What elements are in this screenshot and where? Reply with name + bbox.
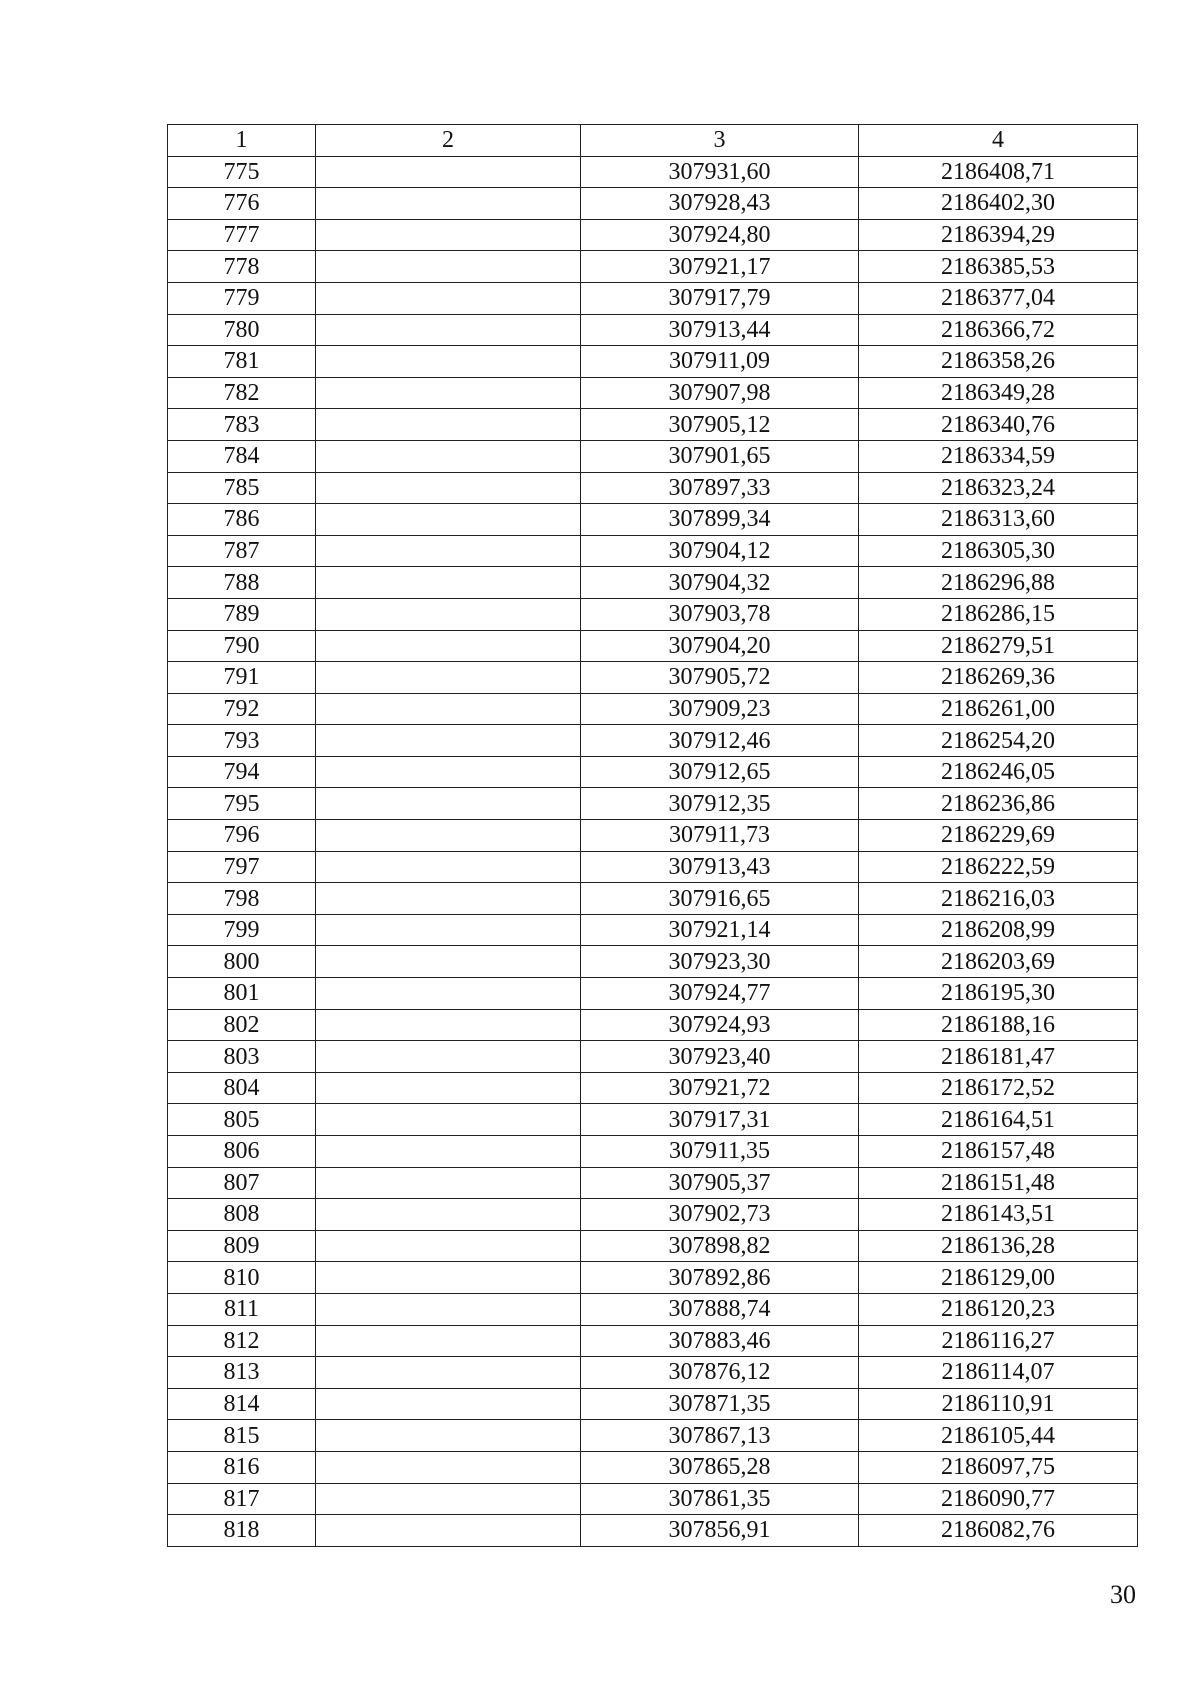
x-coordinate-cell: 307861,35 [581,1483,859,1515]
point-number-cell: 794 [168,756,316,788]
table-row [168,946,1138,978]
x-coordinate-cell: 307888,74 [581,1293,859,1325]
point-number-cell: 814 [168,1388,316,1420]
x-coordinate-cell: 307856,91 [581,1515,859,1547]
table-row [168,788,1138,820]
point-number-cell: 776 [168,188,316,220]
x-coordinate-cell: 307913,44 [581,314,859,346]
y-coordinate-cell: 2186269,36 [859,662,1138,694]
point-number-cell: 785 [168,472,316,504]
table-row [168,504,1138,536]
x-coordinate-cell: 307911,35 [581,1136,859,1168]
empty-cell [316,282,581,314]
x-coordinate-cell: 307897,33 [581,472,859,504]
x-coordinate-cell: 307899,34 [581,504,859,536]
point-number-cell: 775 [168,156,316,188]
table-header [168,125,1138,157]
x-coordinate-cell: 307912,65 [581,756,859,788]
x-coordinate-cell: 307931,60 [581,156,859,188]
point-number-cell: 798 [168,883,316,915]
x-coordinate-cell: 307871,35 [581,1388,859,1420]
x-coordinate-cell: 307917,79 [581,282,859,314]
y-coordinate-cell: 2186394,29 [859,219,1138,251]
empty-cell [316,535,581,567]
empty-cell [316,377,581,409]
point-number-cell: 788 [168,567,316,599]
empty-cell [316,251,581,283]
point-number-cell: 810 [168,1262,316,1294]
table-row [168,1483,1138,1515]
table-row [168,883,1138,915]
point-number-cell: 801 [168,978,316,1010]
x-coordinate-cell: 307924,80 [581,219,859,251]
header-cell-3: 3 [581,125,859,157]
table-row [168,314,1138,346]
empty-cell [316,472,581,504]
table-row [168,1041,1138,1073]
y-coordinate-cell: 2186261,00 [859,693,1138,725]
empty-cell [316,630,581,662]
x-coordinate-cell: 307921,72 [581,1072,859,1104]
y-coordinate-cell: 2186195,30 [859,978,1138,1010]
y-coordinate-cell: 2186349,28 [859,377,1138,409]
empty-cell [316,1357,581,1389]
table-row [168,1230,1138,1262]
x-coordinate-cell: 307912,35 [581,788,859,820]
y-coordinate-cell: 2186222,59 [859,851,1138,883]
empty-cell [316,156,581,188]
empty-cell [316,567,581,599]
y-coordinate-cell: 2186157,48 [859,1136,1138,1168]
empty-cell [316,1388,581,1420]
y-coordinate-cell: 2186129,00 [859,1262,1138,1294]
empty-cell [316,440,581,472]
y-coordinate-cell: 2186090,77 [859,1483,1138,1515]
y-coordinate-cell: 2186313,60 [859,504,1138,536]
x-coordinate-cell: 307867,13 [581,1420,859,1452]
y-coordinate-cell: 2186236,86 [859,788,1138,820]
x-coordinate-cell: 307902,73 [581,1199,859,1231]
table-row [168,188,1138,220]
point-number-cell: 782 [168,377,316,409]
empty-cell [316,504,581,536]
empty-cell [316,914,581,946]
header-cell-4: 4 [859,125,1138,157]
x-coordinate-cell: 307909,23 [581,693,859,725]
y-coordinate-cell: 2186340,76 [859,409,1138,441]
table-row [168,978,1138,1010]
x-coordinate-cell: 307912,46 [581,725,859,757]
y-coordinate-cell: 2186120,23 [859,1293,1138,1325]
y-coordinate-cell: 2186254,20 [859,725,1138,757]
x-coordinate-cell: 307904,32 [581,567,859,599]
y-coordinate-cell: 2186296,88 [859,567,1138,599]
point-number-cell: 778 [168,251,316,283]
x-coordinate-cell: 307921,14 [581,914,859,946]
empty-cell [316,788,581,820]
empty-cell [316,1199,581,1231]
point-number-cell: 799 [168,914,316,946]
x-coordinate-cell: 307924,93 [581,1009,859,1041]
empty-cell [316,946,581,978]
table-row [168,1199,1138,1231]
empty-cell [316,1072,581,1104]
table-row [168,1325,1138,1357]
x-coordinate-cell: 307928,43 [581,188,859,220]
y-coordinate-cell: 2186246,05 [859,756,1138,788]
point-number-cell: 806 [168,1136,316,1168]
y-coordinate-cell: 2186216,03 [859,883,1138,915]
point-number-cell: 790 [168,630,316,662]
y-coordinate-cell: 2186323,24 [859,472,1138,504]
y-coordinate-cell: 2186114,07 [859,1357,1138,1389]
point-number-cell: 805 [168,1104,316,1136]
y-coordinate-cell: 2186385,53 [859,251,1138,283]
table-row [168,1104,1138,1136]
y-coordinate-cell: 2186229,69 [859,820,1138,852]
table-row [168,1167,1138,1199]
table-row [168,567,1138,599]
table-row [168,1072,1138,1104]
table-row [168,598,1138,630]
x-coordinate-cell: 307907,98 [581,377,859,409]
point-number-cell: 795 [168,788,316,820]
y-coordinate-cell: 2186143,51 [859,1199,1138,1231]
x-coordinate-cell: 307905,72 [581,662,859,694]
table-row [168,662,1138,694]
x-coordinate-cell: 307903,78 [581,598,859,630]
empty-cell [316,851,581,883]
empty-cell [316,820,581,852]
x-coordinate-cell: 307892,86 [581,1262,859,1294]
empty-cell [316,1515,581,1547]
y-coordinate-cell: 2186402,30 [859,188,1138,220]
point-number-cell: 817 [168,1483,316,1515]
y-coordinate-cell: 2186172,52 [859,1072,1138,1104]
empty-cell [316,756,581,788]
point-number-cell: 793 [168,725,316,757]
x-coordinate-cell: 307917,31 [581,1104,859,1136]
y-coordinate-cell: 2186181,47 [859,1041,1138,1073]
header-cell-2: 2 [316,125,581,157]
point-number-cell: 792 [168,693,316,725]
table-row [168,219,1138,251]
y-coordinate-cell: 2186334,59 [859,440,1138,472]
point-number-cell: 796 [168,820,316,852]
point-number-cell: 813 [168,1357,316,1389]
y-coordinate-cell: 2186203,69 [859,946,1138,978]
table-row [168,535,1138,567]
y-coordinate-cell: 2186208,99 [859,914,1138,946]
y-coordinate-cell: 2186305,30 [859,535,1138,567]
x-coordinate-cell: 307905,37 [581,1167,859,1199]
point-number-cell: 812 [168,1325,316,1357]
y-coordinate-cell: 2186151,48 [859,1167,1138,1199]
y-coordinate-cell: 2186279,51 [859,630,1138,662]
point-number-cell: 784 [168,440,316,472]
empty-cell [316,1420,581,1452]
y-coordinate-cell: 2186188,16 [859,1009,1138,1041]
point-number-cell: 786 [168,504,316,536]
table-row [168,1136,1138,1168]
y-coordinate-cell: 2186164,51 [859,1104,1138,1136]
table-row [168,377,1138,409]
x-coordinate-cell: 307904,20 [581,630,859,662]
table-row [168,1388,1138,1420]
point-number-cell: 809 [168,1230,316,1262]
y-coordinate-cell: 2186105,44 [859,1420,1138,1452]
table-row [168,282,1138,314]
table-row [168,1357,1138,1389]
point-number-cell: 779 [168,282,316,314]
table-row [168,1009,1138,1041]
empty-cell [316,1009,581,1041]
header-cell-1: 1 [168,125,316,157]
point-number-cell: 780 [168,314,316,346]
empty-cell [316,978,581,1010]
point-number-cell: 815 [168,1420,316,1452]
table-row [168,156,1138,188]
table-row [168,346,1138,378]
empty-cell [316,598,581,630]
x-coordinate-cell: 307911,09 [581,346,859,378]
empty-cell [316,1451,581,1483]
x-coordinate-cell: 307921,17 [581,251,859,283]
point-number-cell: 781 [168,346,316,378]
page-number: 30 [1110,1580,1136,1609]
x-coordinate-cell: 307911,73 [581,820,859,852]
header-row [168,125,1138,157]
point-number-cell: 808 [168,1199,316,1231]
point-number-cell: 816 [168,1451,316,1483]
x-coordinate-cell: 307898,82 [581,1230,859,1262]
table-row [168,1515,1138,1547]
table-row [168,1293,1138,1325]
point-number-cell: 804 [168,1072,316,1104]
empty-cell [316,1293,581,1325]
x-coordinate-cell: 307905,12 [581,409,859,441]
x-coordinate-cell: 307901,65 [581,440,859,472]
point-number-cell: 777 [168,219,316,251]
y-coordinate-cell: 2186082,76 [859,1515,1138,1547]
y-coordinate-cell: 2186110,91 [859,1388,1138,1420]
point-number-cell: 803 [168,1041,316,1073]
table-row [168,1451,1138,1483]
coordinates-table [167,124,1138,1547]
empty-cell [316,1041,581,1073]
y-coordinate-cell: 2186136,28 [859,1230,1138,1262]
y-coordinate-cell: 2186116,27 [859,1325,1138,1357]
point-number-cell: 797 [168,851,316,883]
empty-cell [316,188,581,220]
point-number-cell: 789 [168,598,316,630]
point-number-cell: 787 [168,535,316,567]
table-row [168,725,1138,757]
empty-cell [316,1483,581,1515]
empty-cell [316,346,581,378]
table-row [168,851,1138,883]
x-coordinate-cell: 307904,12 [581,535,859,567]
table-row [168,440,1138,472]
y-coordinate-cell: 2186377,04 [859,282,1138,314]
point-number-cell: 802 [168,1009,316,1041]
x-coordinate-cell: 307916,65 [581,883,859,915]
x-coordinate-cell: 307923,40 [581,1041,859,1073]
empty-cell [316,693,581,725]
y-coordinate-cell: 2186366,72 [859,314,1138,346]
x-coordinate-cell: 307876,12 [581,1357,859,1389]
empty-cell [316,1230,581,1262]
table-row [168,693,1138,725]
x-coordinate-cell: 307865,28 [581,1451,859,1483]
point-number-cell: 791 [168,662,316,694]
y-coordinate-cell: 2186286,15 [859,598,1138,630]
x-coordinate-cell: 307883,46 [581,1325,859,1357]
point-number-cell: 811 [168,1293,316,1325]
point-number-cell: 800 [168,946,316,978]
empty-cell [316,1325,581,1357]
x-coordinate-cell: 307923,30 [581,946,859,978]
empty-cell [316,1136,581,1168]
empty-cell [316,725,581,757]
y-coordinate-cell: 2186408,71 [859,156,1138,188]
table-row [168,914,1138,946]
empty-cell [316,219,581,251]
table-row [168,756,1138,788]
empty-cell [316,409,581,441]
y-coordinate-cell: 2186097,75 [859,1451,1138,1483]
table-row [168,820,1138,852]
point-number-cell: 783 [168,409,316,441]
empty-cell [316,1104,581,1136]
table-body [168,156,1138,1546]
empty-cell [316,314,581,346]
empty-cell [316,1262,581,1294]
empty-cell [316,883,581,915]
table-row [168,251,1138,283]
point-number-cell: 807 [168,1167,316,1199]
x-coordinate-cell: 307924,77 [581,978,859,1010]
empty-cell [316,1167,581,1199]
table-row [168,1262,1138,1294]
table-row [168,1420,1138,1452]
empty-cell [316,662,581,694]
y-coordinate-cell: 2186358,26 [859,346,1138,378]
x-coordinate-cell: 307913,43 [581,851,859,883]
table-row [168,472,1138,504]
point-number-cell: 818 [168,1515,316,1547]
table-row [168,409,1138,441]
table-row [168,630,1138,662]
